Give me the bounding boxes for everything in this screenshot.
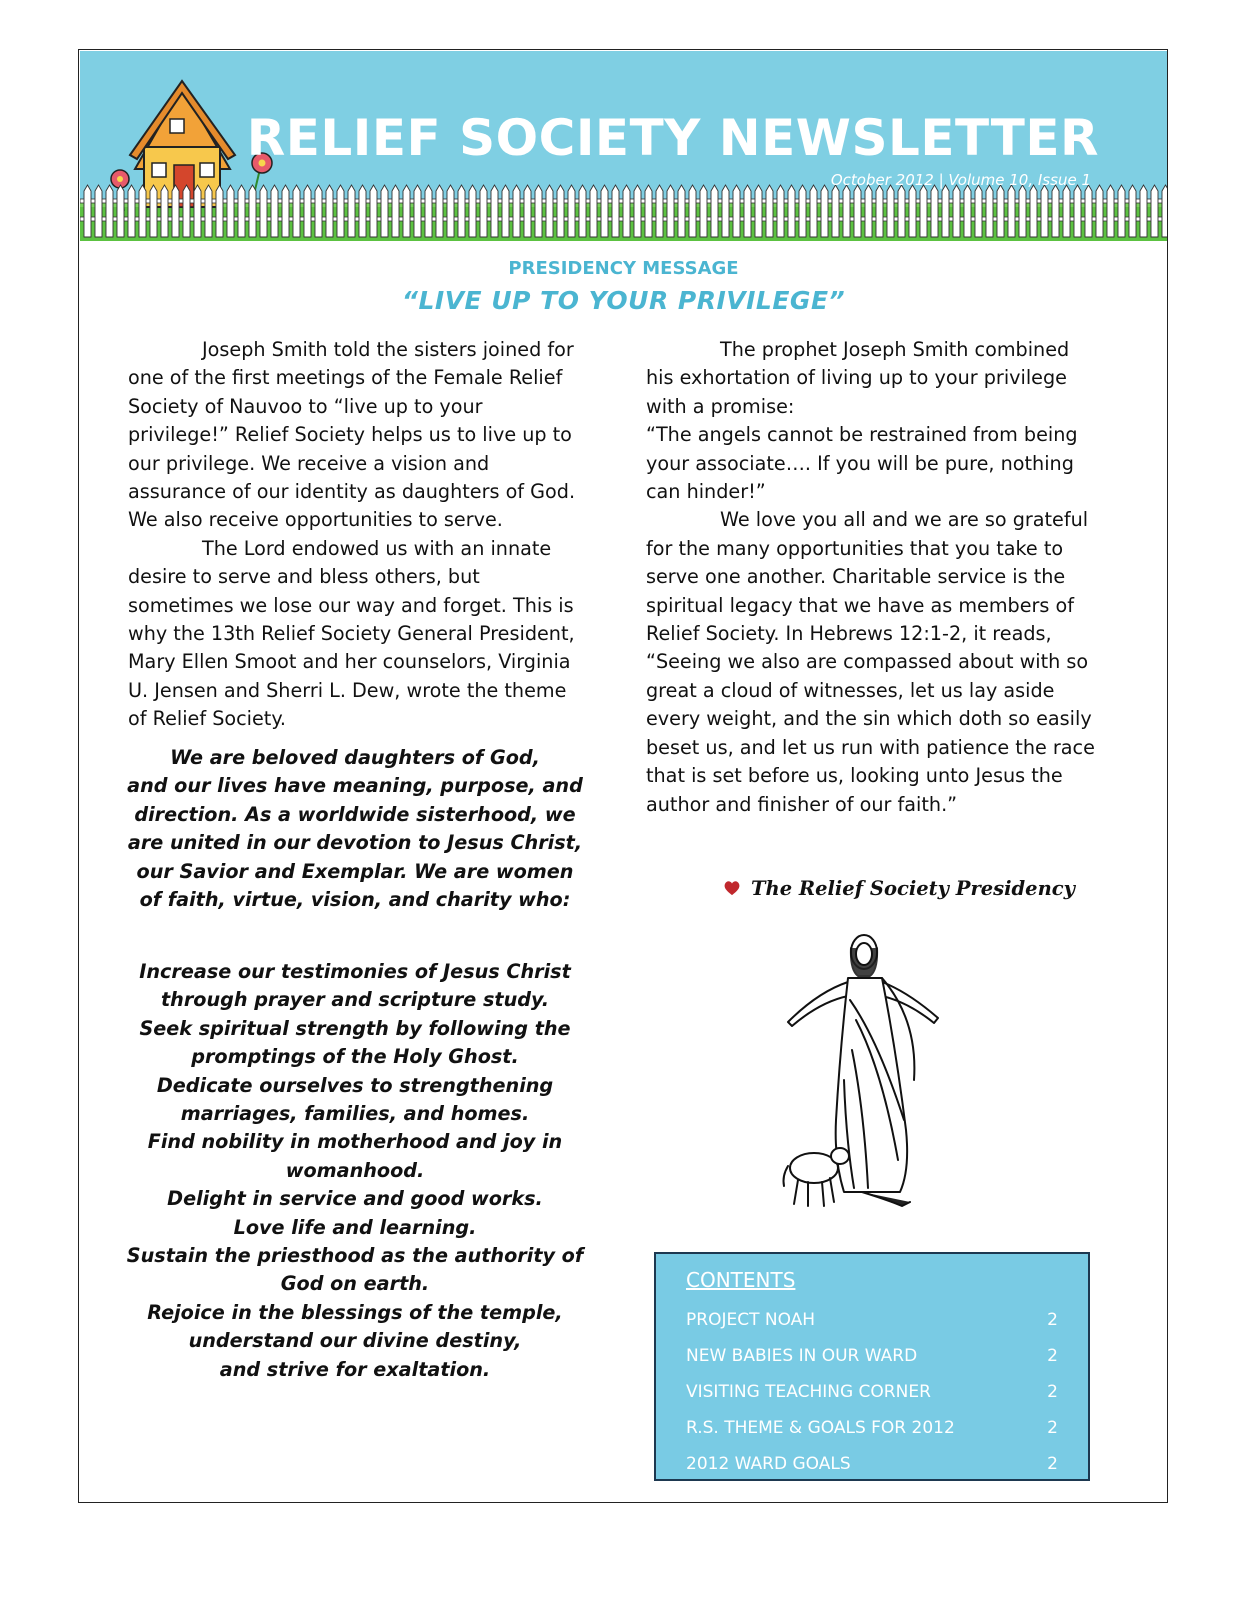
fence-picket — [788, 185, 795, 237]
fence-picket — [414, 185, 421, 237]
fence-picket — [898, 185, 905, 237]
toc-page: 2 — [1047, 1382, 1058, 1402]
fence-picket — [579, 185, 586, 237]
fence-picket — [656, 185, 663, 237]
fence-picket — [469, 185, 476, 237]
fence-picket — [601, 185, 608, 237]
fence-picket — [546, 185, 553, 237]
paragraph: The prophet Joseph Smith combined his exhortation of living up to your privilege with a promise: — [646, 338, 1070, 418]
fence-picket — [1107, 185, 1114, 237]
theme-list-line: marriages, families, and homes. — [180, 1102, 530, 1126]
fence-picket — [1008, 185, 1015, 237]
fence-picket — [909, 185, 916, 237]
left-column — [128, 336, 578, 734]
fence-picket — [425, 185, 432, 237]
toc-item[interactable] — [686, 1382, 1058, 1406]
fence-picket — [711, 185, 718, 237]
fence-picket — [964, 185, 971, 237]
fence-picket — [271, 185, 278, 237]
fence-picket — [1063, 185, 1070, 237]
fence-picket — [568, 185, 575, 237]
toc-item[interactable] — [686, 1454, 1058, 1478]
fence-picket — [612, 185, 619, 237]
theme-list-line: Love life and learning. — [233, 1215, 477, 1239]
fence-picket — [326, 185, 333, 237]
fence-picket — [755, 185, 762, 237]
contents-title: CONTENTS — [686, 1268, 796, 1292]
fence-picket — [832, 185, 839, 237]
heart-icon — [723, 880, 741, 896]
fence-picket — [95, 185, 102, 237]
toc-label: VISITING TEACHING CORNER — [686, 1382, 931, 1402]
fence-picket — [920, 185, 927, 237]
signature-text: The Relief Society Presidency — [751, 877, 1075, 900]
fence-picket — [161, 185, 168, 237]
fence-picket — [1030, 185, 1037, 237]
theme-line: are united in our devotion to Jesus Christ, — [127, 831, 583, 855]
fence-picket — [942, 185, 949, 237]
fence-picket — [1096, 185, 1103, 237]
fence-picket — [293, 185, 300, 237]
fence-picket — [997, 185, 1004, 237]
theme-list-line: promptings of the Holy Ghost. — [191, 1045, 519, 1069]
toc-page: 2 — [1047, 1346, 1058, 1366]
fence-picket — [1052, 185, 1059, 237]
theme-list-line: and strive for exaltation. — [219, 1357, 491, 1381]
theme-list-line: Rejoice in the blessings of the temple, — [147, 1300, 563, 1324]
fence-picket — [260, 185, 267, 237]
fence-picket — [183, 185, 190, 237]
fence-picket — [491, 185, 498, 237]
theme-list-line: Seek spiritual strength by following the — [139, 1016, 571, 1040]
paragraph: The Lord endowed us with an innate desire to serve and bless others, but sometimes we lose our way and forget. This is why the 13th Relief Society General President, Mary Ellen Smoot and her counselors, Virginia U. Jensen and Sherri L. Dew, wrote the theme of Relief Society. — [128, 536, 575, 731]
fence-picket — [370, 185, 377, 237]
quote: “The angels cannot be restrained from being your associate…. If you will be pure, nothing can hinder!” — [646, 423, 1078, 504]
fence-picket — [458, 185, 465, 237]
fence-picket — [799, 185, 806, 237]
christ-with-lamb-illustration — [778, 930, 958, 1220]
section-kicker: PRESIDENCY MESSAGE — [508, 258, 739, 279]
fence-picket — [722, 185, 729, 237]
fence-picket — [1162, 185, 1167, 237]
fence-picket — [139, 185, 146, 237]
fence-picket — [337, 185, 344, 237]
theme-line: direction. As a worldwide sisterhood, we — [134, 802, 576, 826]
fence-picket — [227, 185, 234, 237]
fence-picket — [1118, 185, 1125, 237]
fence-picket — [205, 185, 212, 237]
fence-picket — [1140, 185, 1147, 237]
fence-picket — [194, 185, 201, 237]
fence-picket — [447, 185, 454, 237]
fence-picket — [667, 185, 674, 237]
fence-picket — [744, 185, 751, 237]
right-column — [646, 336, 1101, 819]
fence-picket — [348, 185, 355, 237]
theme-list-line: God on earth. — [280, 1272, 430, 1296]
fence-picket — [953, 185, 960, 237]
toc-item[interactable] — [686, 1310, 1058, 1334]
theme-list-line: understand our divine destiny, — [188, 1329, 522, 1353]
toc-label: 2012 WARD GOALS — [686, 1454, 851, 1474]
fence-picket — [84, 185, 91, 237]
theme-line: We are beloved daughters of God, — [170, 746, 540, 769]
fence-picket — [282, 185, 289, 237]
fence-picket — [975, 185, 982, 237]
toc-item[interactable] — [686, 1346, 1058, 1370]
fence-picket — [238, 185, 245, 237]
fence-picket — [392, 185, 399, 237]
toc-label: R.S. THEME & GOALS FOR 2012 — [686, 1418, 955, 1438]
fence-picket — [381, 185, 388, 237]
paragraph: We love you all and we are so grateful for the many opportunities that you take to serve one another. Charitable service is the spiritual legacy that we have as members of Relief Society. In Hebrews 12:1-2, it reads, “Seeing we also are compassed about with so great a cloud of witnesses, let us lay aside every weight, and the sin which doth so easily beset us, and let us run with patience the race that is set before us, looking unto Jesus the author and finisher of our faith.” — [646, 508, 1095, 816]
fence-picket — [216, 185, 223, 237]
signature — [723, 877, 1075, 900]
theme-list-line: Delight in service and good works. — [167, 1187, 543, 1211]
theme-list-line: Increase our testimonies of Jesus Christ — [139, 960, 571, 983]
fence-picket — [766, 185, 773, 237]
fence-picket — [810, 185, 817, 237]
fence-picket — [689, 185, 696, 237]
theme-line: our Savior and Exemplar. We are women — [136, 859, 574, 883]
fence-picket — [865, 185, 872, 237]
theme-line: of faith, virtue, vision, and charity who: — [139, 888, 571, 912]
fence-picket — [172, 185, 179, 237]
fence-picket — [128, 185, 135, 237]
fence-picket — [733, 185, 740, 237]
fence-picket — [634, 185, 641, 237]
fence-picket — [106, 185, 113, 237]
fence-picket — [1074, 185, 1081, 237]
fence-picket — [359, 185, 366, 237]
fence-picket — [304, 185, 311, 237]
fence-picket — [986, 185, 993, 237]
theme-list-line: womanhood. — [285, 1158, 425, 1182]
paragraph: Joseph Smith told the sisters joined for one of the first meetings of the Female Relief Society of Nauvoo to “live up to your privilege!” Relief Society helps us to live up to our privilege. We receive a vision and assurance of our identity as daughters of God. We also receive opportunities to serve. — [128, 338, 576, 532]
fence-picket — [645, 185, 652, 237]
fence-picket — [436, 185, 443, 237]
fence-picket — [931, 185, 938, 237]
toc-page: 2 — [1047, 1310, 1058, 1330]
theme-list-line: through prayer and scripture study. — [160, 988, 550, 1012]
issue-info: October 2012 | Volume 10, Issue 1 — [830, 171, 1091, 189]
fence-picket — [1151, 185, 1158, 237]
theme-line: and our lives have meaning, purpose, and — [127, 774, 583, 798]
fence-picket — [557, 185, 564, 237]
fence-picket — [843, 185, 850, 237]
contents-box — [654, 1252, 1090, 1481]
fence-picket — [1019, 185, 1026, 237]
theme-statement — [126, 744, 584, 914]
fence-picket — [821, 185, 828, 237]
theme-list-line: Dedicate ourselves to strengthening — [156, 1073, 554, 1097]
newsletter-title: RELIEF SOCIETY NEWSLETTER — [246, 109, 1099, 167]
fence-picket — [590, 185, 597, 237]
toc-page: 2 — [1047, 1454, 1058, 1474]
toc-item[interactable] — [686, 1418, 1058, 1442]
theme-list — [126, 958, 584, 1384]
fence-picket — [502, 185, 509, 237]
fence-picket — [117, 185, 124, 237]
fence-picket — [1129, 185, 1136, 237]
theme-list-line: Sustain the priesthood as the authority of — [126, 1244, 584, 1268]
fence-picket — [315, 185, 322, 237]
fence-picket — [150, 185, 157, 237]
fence-picket — [249, 185, 256, 237]
fence-picket — [480, 185, 487, 237]
fence-picket — [678, 185, 685, 237]
fence-picket — [876, 185, 883, 237]
fence-picket — [854, 185, 861, 237]
fence-picket — [623, 185, 630, 237]
fence-picket — [535, 185, 542, 237]
fence-picket — [887, 185, 894, 237]
toc-label: PROJECT NOAH — [686, 1310, 816, 1330]
fence-picket — [1041, 185, 1048, 237]
toc-label: NEW BABIES IN OUR WARD — [686, 1346, 918, 1366]
fence-picket — [513, 185, 520, 237]
toc-page: 2 — [1047, 1418, 1058, 1438]
fence-picket — [700, 185, 707, 237]
fence-picket — [524, 185, 531, 237]
article-headline: “LIVE UP TO YOUR PRIVILEGE” — [401, 286, 846, 315]
newsletter-banner — [80, 51, 1167, 241]
fence-picket — [777, 185, 784, 237]
fence-picket — [1085, 185, 1092, 237]
fence-picket — [403, 185, 410, 237]
theme-list-line: Find nobility in motherhood and joy in — [147, 1130, 563, 1154]
